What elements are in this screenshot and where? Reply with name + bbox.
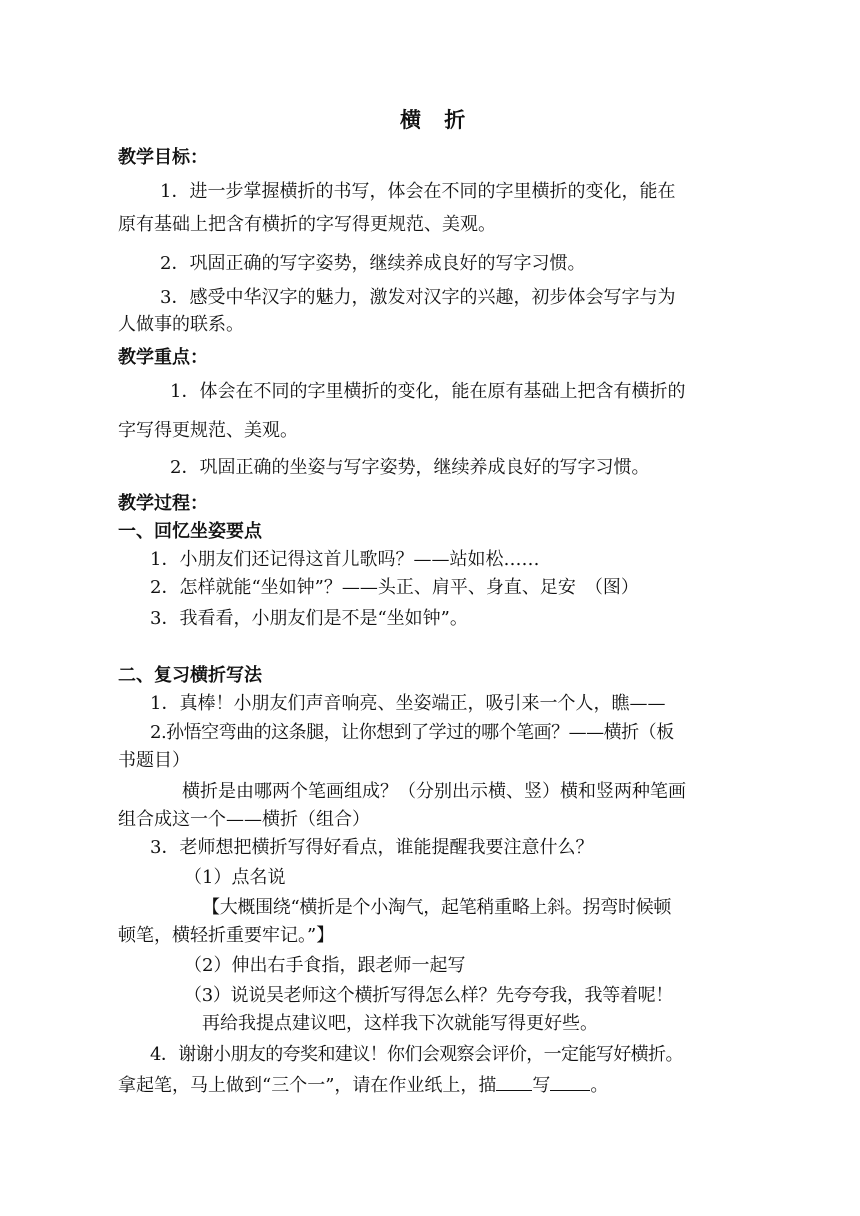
goal-item-1-line-1: 1．进一步掌握横折的书写，体会在不同的字里横折的变化，能在 [160, 181, 676, 202]
write-blank [550, 1072, 590, 1091]
document-title: 横 折 [400, 108, 474, 132]
goal-item-3-line-1: 3．感受中华汉字的魅力，激发对汉字的兴趣，初步体会写字与为 [160, 287, 676, 308]
section-2-item-3: 3．老师想把横折写得好看点，谁能提醒我要注意什么？ [150, 837, 594, 858]
section-2-item-2-line-2: 书题目） [118, 750, 190, 771]
focus-heading: 教学重点： [118, 347, 208, 368]
focus-item-2: 2．巩固正确的坐姿与写字姿势，继续养成良好的写字习惯。 [170, 457, 650, 478]
focus-item-1-line-2: 字写得更规范、美观。 [118, 420, 298, 441]
section-1-heading: 一、回忆坐姿要点 [118, 521, 262, 542]
item-4-text-a: 拿起笔，马上做到“三个一”，请在作业纸上，描 [118, 1075, 497, 1096]
section-1-item-1: 1．小朋友们还记得这首儿歌吗？——站如松…… [150, 549, 540, 570]
item-4-text-c: 。 [590, 1075, 609, 1096]
section-2-item-1: 1．真棒！小朋友们声音响亮、坐姿端正，吸引来一个人，瞧—— [150, 693, 666, 714]
section-2-quote-line-2: 顿笔，横轻折重要牢记。”】 [118, 925, 335, 946]
section-2-quote-line-1: 【大概围绕“横折是个小淘气，起笔稍重略上斜。拐弯时候顿 [202, 897, 672, 918]
section-1-item-2: 2．怎样就能“坐如钟”？——头正、肩平、身直、足安 （图） [150, 577, 639, 598]
section-2-paragraph-line-2: 组合成这一个——横折（组合） [118, 809, 370, 830]
section-2-item-4-line-2 [118, 1072, 608, 1098]
goal-item-1-line-2: 原有基础上把含有横折的字写得更规范、美观。 [118, 214, 496, 235]
section-2-sub-1: （1）点名说 [184, 867, 286, 888]
goal-item-3-line-2: 人做事的联系。 [118, 314, 244, 335]
item-4-text-b: 写 [532, 1075, 551, 1096]
goal-item-2: 2．巩固正确的写字姿势，继续养成良好的写字习惯。 [160, 253, 586, 274]
section-2-sub-2: （2）伸出右手食指，跟老师一起写 [184, 955, 466, 976]
process-heading: 教学过程： [118, 493, 208, 514]
trace-blank [496, 1072, 532, 1091]
section-2-sub-3: （3）说说吴老师这个横折写得怎么样？先夸夸我，我等着呢！ [184, 985, 674, 1006]
focus-item-1-line-1: 1．体会在不同的字里横折的变化，能在原有基础上把含有横折的 [170, 381, 686, 402]
section-2-sub-3-continued: 再给我提点建议吧，这样我下次就能写得更好些。 [202, 1013, 598, 1034]
section-1-item-3: 3．我看看，小朋友们是不是“坐如钟”。 [150, 608, 468, 629]
section-2-item-2-line-1: 2.孙悟空弯曲的这条腿，让你想到了学过的哪个笔画？——横折（板 [150, 722, 674, 743]
section-2-item-4-line-1: 4．谢谢小朋友的夸奖和建议！你们会观察会评价，一定能写好横折。 [150, 1044, 683, 1065]
section-2-heading: 二、复习横折写法 [118, 665, 262, 686]
goals-heading: 教学目标： [118, 147, 208, 168]
section-2-paragraph-line-1: 横折是由哪两个笔画组成？（分别出示横、竖）横和竖两种笔画 [182, 781, 686, 802]
